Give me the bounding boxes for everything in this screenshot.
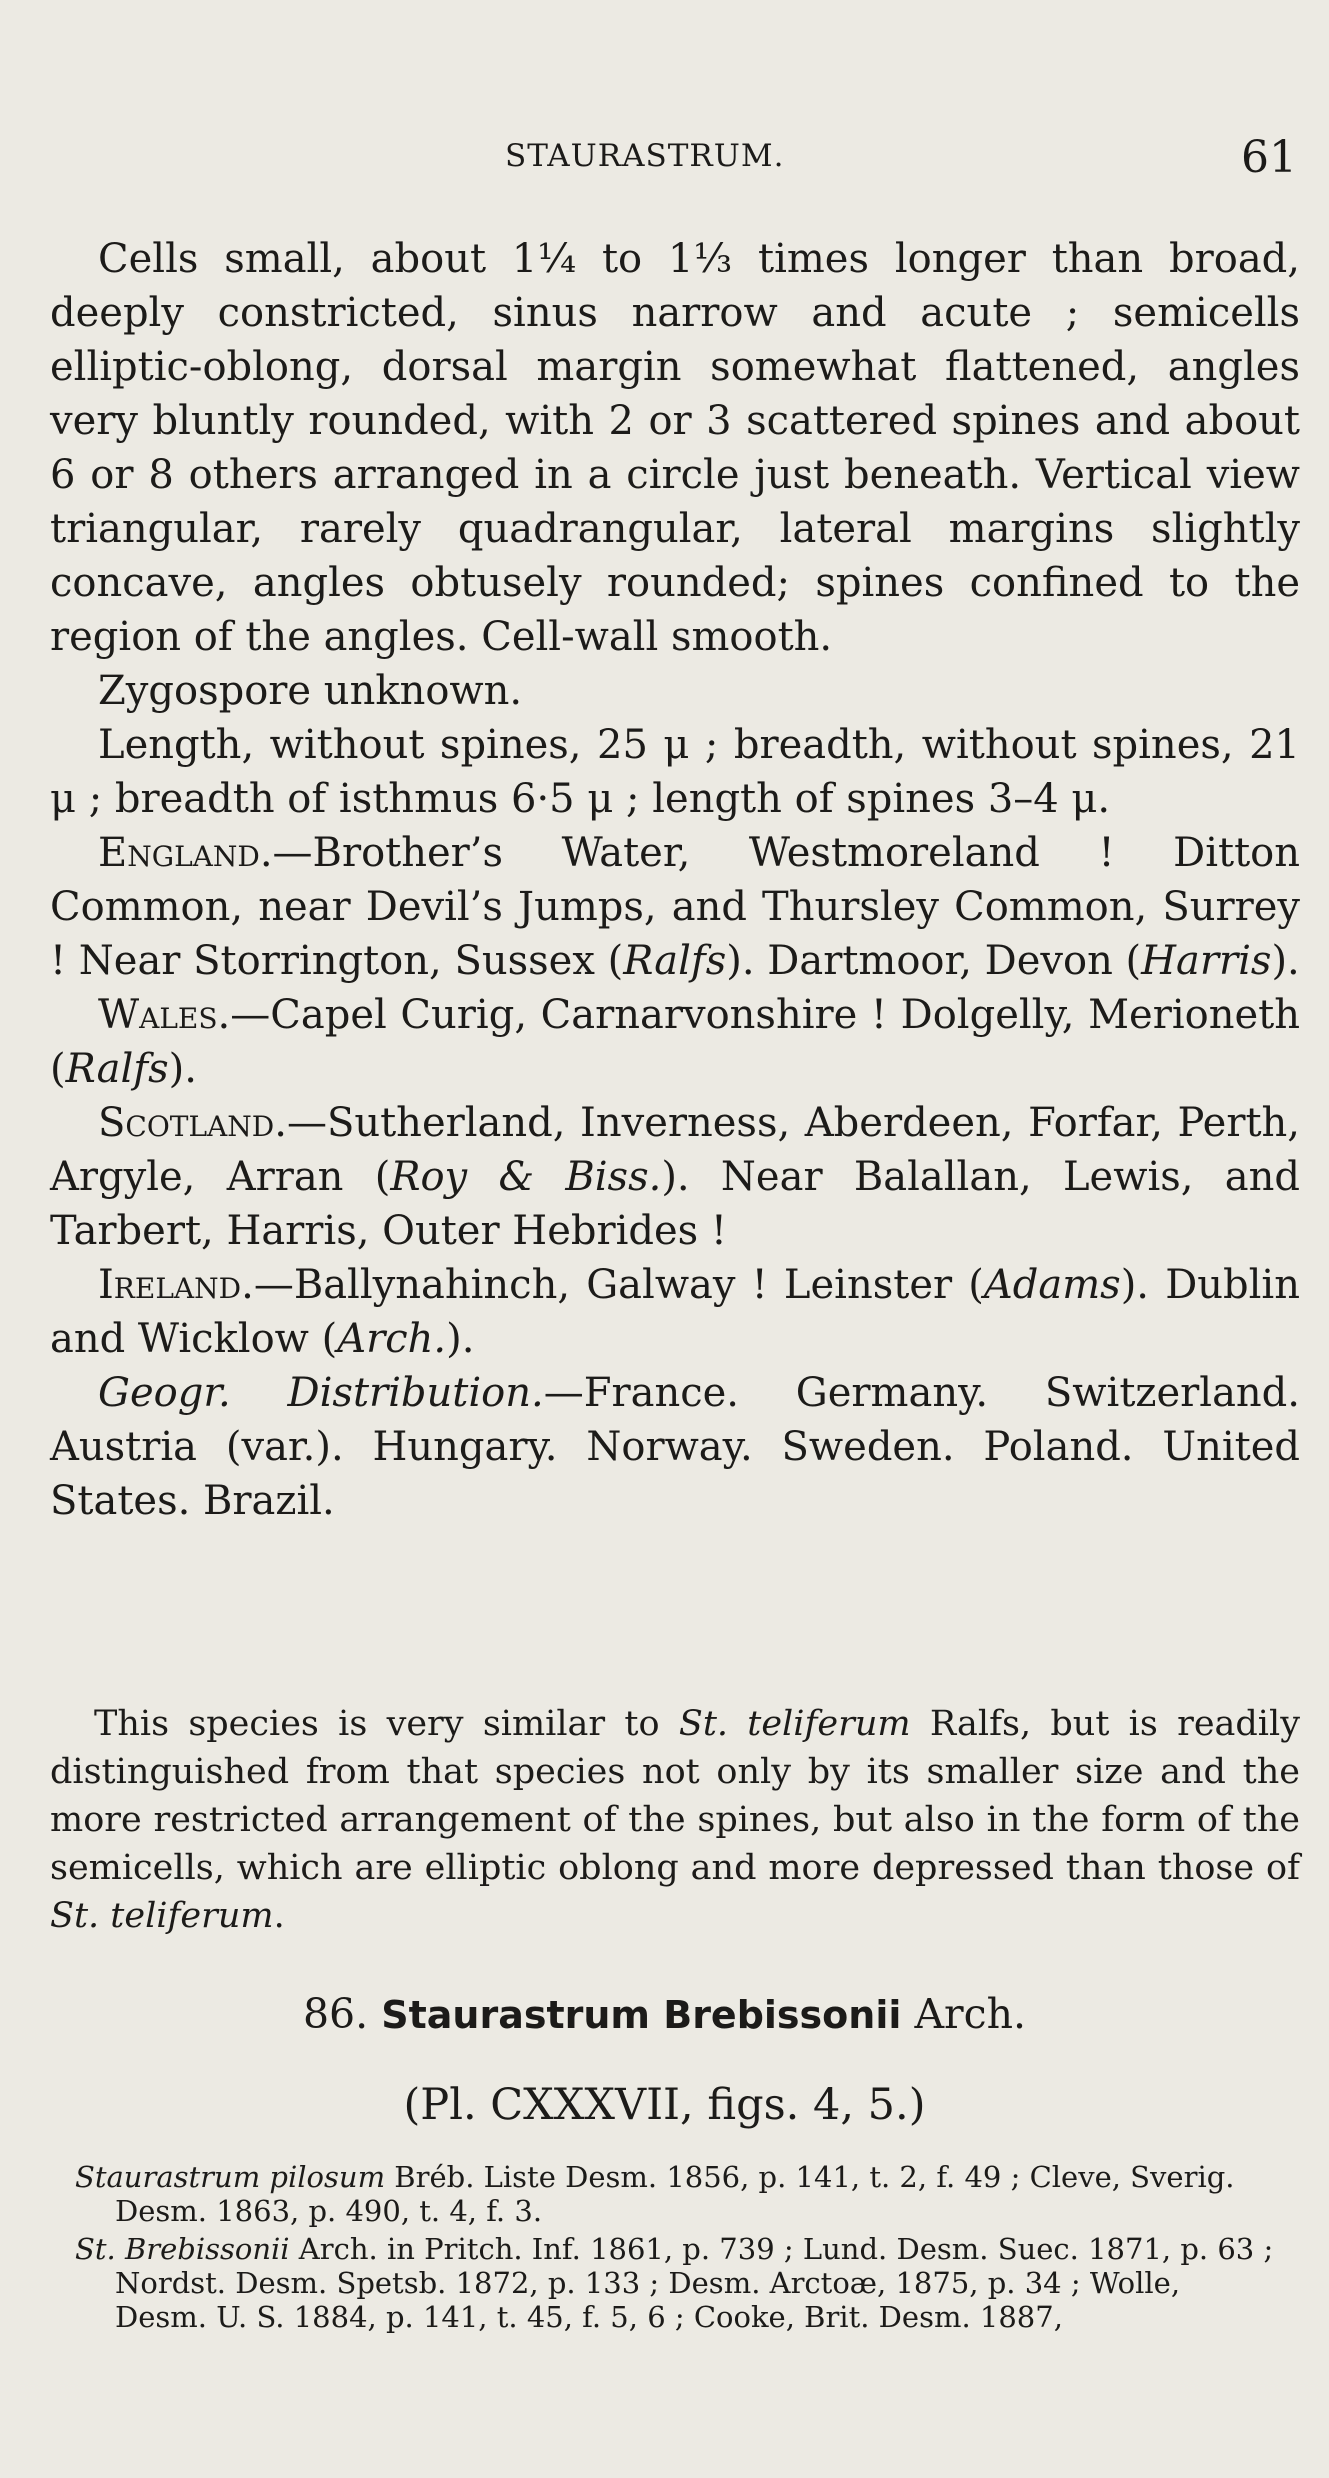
synonym-entry: St. Brebissonii Arch. in Pritch. Inf. 1861, p. 739 ; Lund. Desm. Suec. 1871, p. 63 ; Nordst. Desm. Spetsb. 1872, p. 133 ; Desm. Arctoæ, 1875, p. 34 ; Wolle, Desm. U. S. 1884, p. 141, t. 45, f. 5, 6 ; Cooke, Brit. Desm. 1887, (75, 2232, 1274, 2334)
region-label: Wales. (98, 992, 231, 1038)
synonymy-list (75, 2160, 1275, 2338)
page-number: 61 (1241, 132, 1297, 183)
comparison-note: This species is very similar to St. teliferum Ralfs, but is readily distinguished from that species not only by its smaller size and the more restricted arrangement of the spines, but also in the form of the semicells, which are elliptic oblong and more depressed than those of St. teliferum. (50, 1704, 1300, 1936)
species-author: Arch. (914, 1990, 1027, 2038)
region-label: Geogr. Distribution. (98, 1370, 544, 1416)
running-title: STAURASTRUM. (505, 138, 785, 174)
locality-ireland: Ireland.—Ballynahinch, Galway ! Leinster (Adams). Dublin and Wicklow (Arch.). (50, 1262, 1300, 1362)
region-label: Scotland. (98, 1100, 287, 1146)
synonym-entry: Staurastrum pilosum Bréb. Liste Desm. 1856, p. 141, t. 2, f. 49 ; Cleve, Sverig. Desm. 1863, p. 490, t. 4, f. 3. (75, 2160, 1235, 2228)
species-name: Staurastrum Brebissonii (381, 1993, 902, 2037)
species-description (50, 232, 1300, 1528)
locality-england: England.—Brother’s Water, Westmoreland ! Ditton Common, near Devil’s Jumps, and Thursley Common, Surrey ! Near Storrington, Sussex (Ralfs). Dartmoor, Devon (Harris). (50, 830, 1300, 984)
species-heading (0, 1990, 1329, 2038)
zygospore-note: Zygospore unknown. (98, 668, 523, 714)
locality-wales: Wales.—Capel Curig, Carnarvonshire ! Dolgelly, Merioneth (Ralfs). (50, 992, 1300, 1092)
page-header (0, 132, 1329, 188)
dimensions: Length, without spines, 25 μ ; breadth, without spines, 21 μ ; breadth of isthmus 6·5 μ ; length of spines 3–4 μ. (50, 722, 1300, 822)
region-label: Ireland. (98, 1262, 254, 1308)
species-number: 86. (302, 1990, 369, 2038)
region-label: England. (98, 830, 273, 876)
cell-description: Cells small, about 1¼ to 1⅓ times longer than broad, deeply constricted, sinus narrow and acute ; semicells elliptic-oblong, dorsal margin somewhat flattened, angles very bluntly rounded, with 2 or 3 scattered spines and about 6 or 8 others arranged in a circle just beneath. Vertical view triangular, rarely quadrangular, lateral margins slightly concave, angles obtusely rounded; spines confined to the region of the angles. Cell-wall smooth. (50, 236, 1300, 660)
plate-reference: (Pl. CXXXVII, figs. 4, 5.) (403, 2080, 926, 2130)
geographic-distribution: Geogr. Distribution.—France. Germany. Switzerland. Austria (var.). Hungary. Norway. Sweden. Poland. United States. Brazil. (50, 1370, 1300, 1524)
locality-scotland: Scotland.—Sutherland, Inverness, Aberdeen, Forfar, Perth, Argyle, Arran (Roy & Biss.). Near Balallan, Lewis, and Tarbert, Harris, Outer Hebrides ! (50, 1100, 1300, 1254)
